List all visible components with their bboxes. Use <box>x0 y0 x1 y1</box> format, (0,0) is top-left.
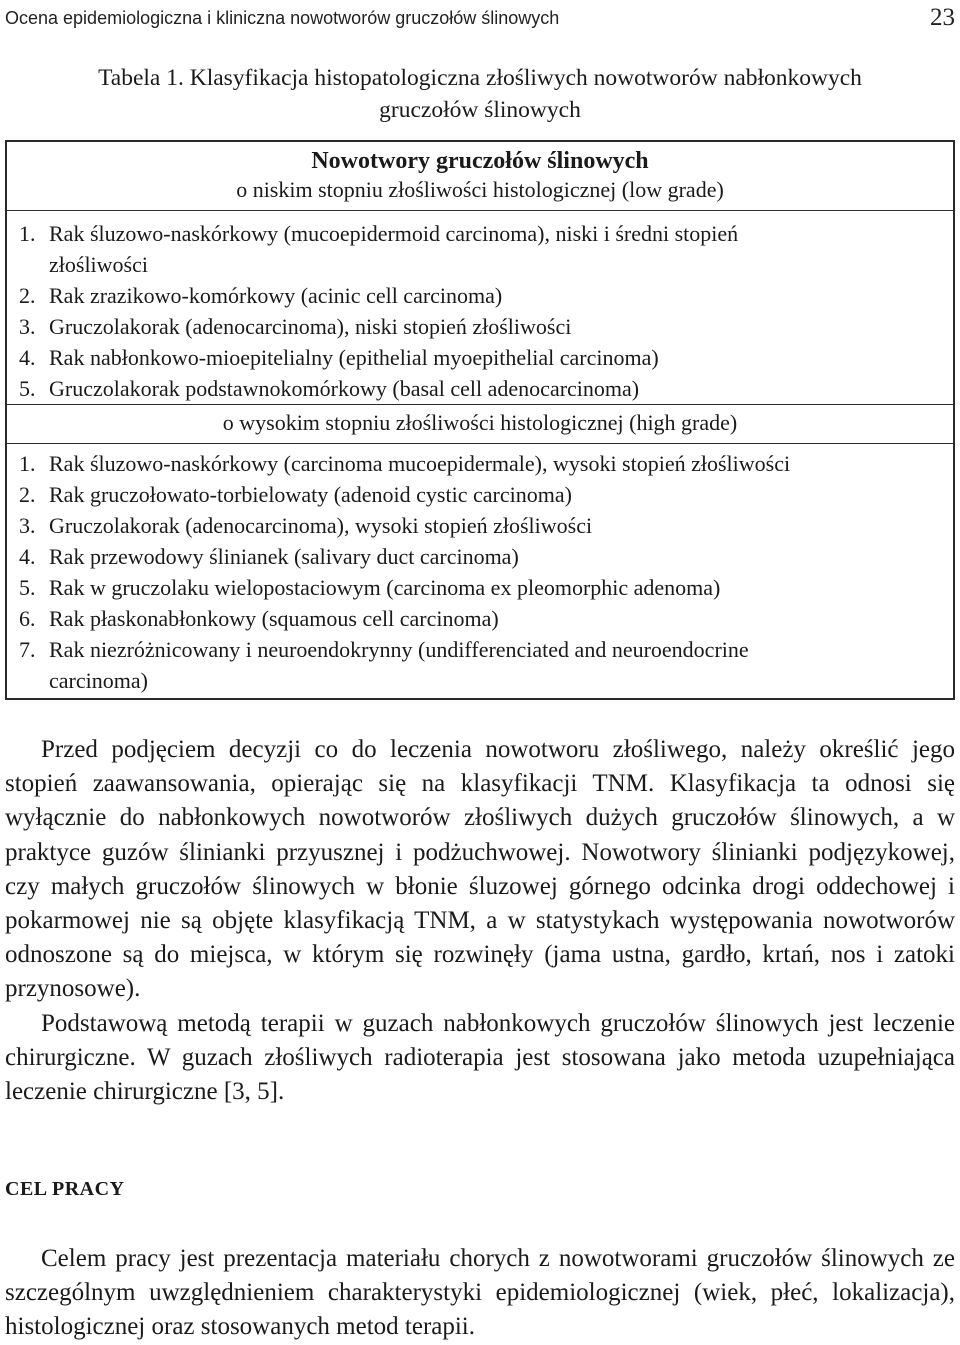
table-caption-line-1: Tabela 1. Klasyfikacja histopatologiczna złośliwych nowotworów nabłonkowych <box>98 65 862 91</box>
list-item <box>19 280 738 311</box>
list-item <box>19 603 790 634</box>
list-item <box>19 634 790 696</box>
item-text: Gruczolakorak (adenocarcinoma), wysoki stopień złośliwości <box>49 513 593 538</box>
list-item <box>19 448 790 479</box>
body-paragraph-tnm: Przed podjęciem decyzji co do leczenia nowotworu złośliwego, należy określić jego stopień zaawansowania, opierając się na klasyfikacji TNM. Klasyfikacja ta odnosi się wyłącznie do nabłonkowych nowotworów złośliwych dużych gruczołów ślinowych, a w praktyce guzów ślinianki przyusznej i podżuchwowej. Nowotwory ślinianki podjęzykowej, czy małych gruczołów ślinowych w błonie śluzowej górnego odcinka drogi oddechowej i pokarmowej nie są objęte klasyfikacją TNM, a w statystykach występowania nowotworów odnoszone są do miejsca, w którym się rozwinęły (jama ustna, gardło, krtań, nos i zatoki przynosowe). <box>5 736 955 1003</box>
item-text: Rak płaskonabłonkowy (squamous cell carcinoma) <box>49 606 499 631</box>
running-header <box>5 4 955 30</box>
list-item <box>19 510 790 541</box>
item-text: Rak śluzowo-naskórkowy (mucoepidermoid carcinoma), niski i średni stopień złośliwości <box>49 221 739 277</box>
section-title: CEL PRACY <box>5 1178 125 1200</box>
high-grade-list <box>19 448 790 696</box>
list-item <box>19 218 738 280</box>
list-item <box>19 311 738 342</box>
table-caption-line-2: gruczołów ślinowych <box>379 97 581 123</box>
item-number: 2. <box>19 283 36 308</box>
table-caption <box>0 62 960 126</box>
table-header <box>7 142 953 211</box>
item-number: 3. <box>19 314 36 339</box>
list-item <box>19 342 738 373</box>
item-text: Gruczolakorak (adenocarcinoma), niski stopień złośliwości <box>49 314 572 339</box>
table-heading-high-grade: o wysokim stopniu złośliwości histologicznej (high grade) <box>7 404 953 444</box>
list-item <box>19 541 790 572</box>
page-number: 23 <box>930 4 955 31</box>
item-number: 1. <box>19 451 36 476</box>
item-number: 3. <box>19 513 36 538</box>
list-item <box>19 373 738 404</box>
item-number: 4. <box>19 544 36 569</box>
list-item <box>19 479 790 510</box>
item-number: 6. <box>19 606 36 631</box>
item-text: Rak zrazikowo-komórkowy (acinic cell carcinoma) <box>49 283 503 308</box>
low-grade-list <box>19 218 738 404</box>
item-text: Rak niezróżnicowany i neuroendokrynny (undifferenciated and neuroendocrine carcinoma) <box>49 637 749 693</box>
item-number: 1. <box>19 221 36 246</box>
item-text: Rak przewodowy ślinianek (salivary duct carcinoma) <box>49 544 519 569</box>
list-item <box>19 572 790 603</box>
classification-table <box>5 140 955 700</box>
item-number: 5. <box>19 376 36 401</box>
item-text: Rak nabłonkowo-mioepitelialny (epithelial myoepithelial carcinoma) <box>49 345 659 370</box>
item-number: 5. <box>19 575 36 600</box>
body-paragraph-therapy: Podstawową metodą terapii w guzach nabłonkowych gruczołów ślinowych jest leczenie chirurgiczne. W guzach złośliwych radioterapia jest stosowana jako metoda uzupełniająca leczenie chirurgiczne [3, 5]. <box>5 1010 955 1106</box>
item-text: Rak gruczołowato-torbielowaty (adenoid cystic carcinoma) <box>49 482 572 507</box>
item-text: Gruczolakorak podstawnokomórkowy (basal cell adenocarcinoma) <box>49 376 640 401</box>
item-number: 7. <box>19 637 36 662</box>
table-heading-bold: Nowotwory gruczołów ślinowych <box>311 148 649 174</box>
item-text: Rak śluzowo-naskórkowy (carcinoma mucoepidermale), wysoki stopień złośliwości <box>49 451 791 476</box>
body-paragraph-aim: Celem pracy jest prezentacja materiału chorych z nowotworami gruczołów ślinowych ze szczególnym uwzględnieniem charakterystyki epidemiologicznej (wiek, płeć, lokalizacja), histologicznej oraz stosowanych metod terapii. <box>5 1245 955 1341</box>
item-text: Rak w gruczolaku wielopostaciowym (carcinoma ex pleomorphic adenoma) <box>49 575 721 600</box>
running-title: Ocena epidemiologiczna i kliniczna nowotworów gruczołów ślinowych <box>5 8 560 28</box>
table-heading-low-grade: o niskim stopniu złośliwości histologicznej (low grade) <box>236 177 724 202</box>
item-number: 2. <box>19 482 36 507</box>
item-number: 4. <box>19 345 36 370</box>
